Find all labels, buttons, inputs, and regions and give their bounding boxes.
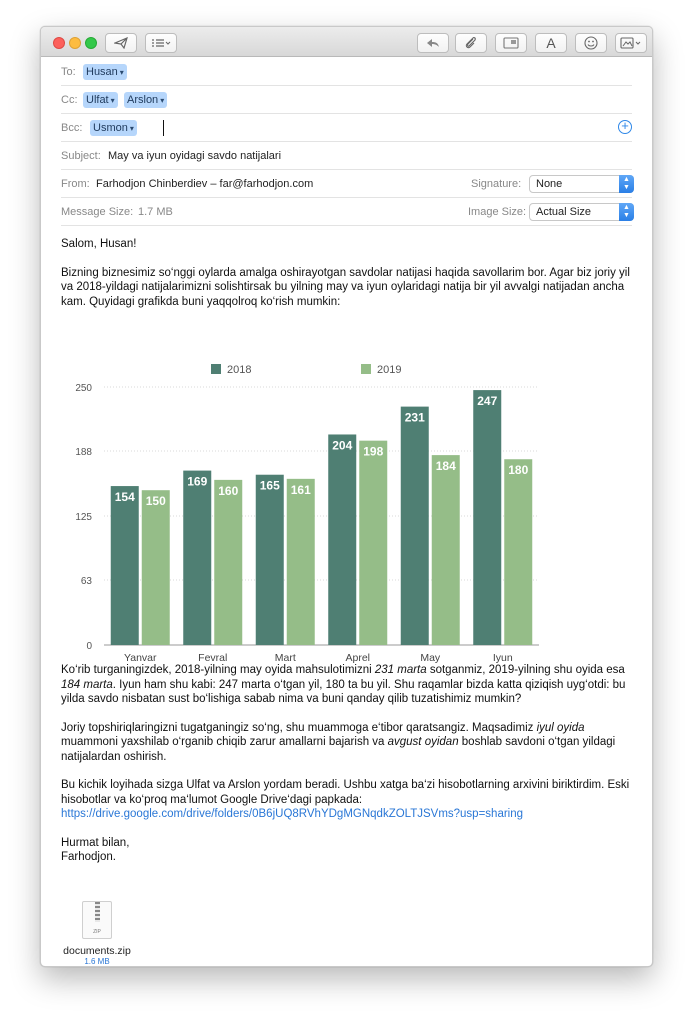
message-size-field (61, 198, 632, 226)
zip-file-icon (82, 901, 112, 939)
bar (142, 490, 170, 645)
x-tick-label: Iyun (492, 652, 513, 664)
toolbar (41, 27, 652, 57)
bar-value-label: 165 (259, 478, 280, 493)
send-icon (114, 37, 128, 49)
cc-token[interactable] (124, 92, 167, 108)
chevron-down-icon: ▾ (129, 124, 134, 133)
message-body[interactable] (61, 237, 631, 309)
from-field (61, 170, 632, 198)
sign-off (61, 836, 631, 865)
recipient-name: Ulfat (86, 94, 109, 106)
text-run: Joriy topshiriqlaringizni tugatganingiz so‘ng, shu muammoga e‘tibor qaratsangiz. Maqsadimiz (61, 721, 537, 734)
y-tick-label: 250 (75, 383, 92, 394)
bar (473, 390, 501, 645)
attachment-name: documents.zip (63, 945, 131, 957)
legend-swatch (211, 364, 221, 374)
text-caret (163, 120, 164, 136)
legend-swatch (361, 364, 371, 374)
bar (432, 455, 460, 645)
image-size-value: Actual Size (536, 206, 592, 218)
updown-arrows-icon: ▲ ▼ (619, 175, 634, 193)
send-button[interactable] (105, 33, 137, 53)
bcc-token[interactable] (90, 120, 137, 136)
subject-field[interactable] (61, 142, 632, 170)
attachment-size: 1.6 MB (84, 957, 110, 966)
cc-label: Cc: (61, 94, 78, 106)
mail-compose-window (40, 26, 653, 967)
greeting: Salom, Husan! (61, 238, 137, 250)
chevron-down-icon: ▾ (160, 96, 165, 105)
reply-button[interactable] (417, 33, 449, 53)
paragraph-4 (61, 778, 631, 822)
from-label: From: (61, 178, 90, 190)
message-size-label: Message Size: (61, 206, 134, 218)
recipient-name: Husan (86, 66, 118, 78)
bar (111, 486, 139, 645)
sales-chart (61, 327, 581, 667)
paragraph-3 (61, 721, 631, 765)
bar (256, 475, 284, 645)
paragraph-1: Bizning biznesimiz so‘nggi oylarda amalga oshirayotgan savdolar natijasi haqida savollarim bor. Agar biz joriy yil va 2018-yildagi natijalarimizni solishtirsak bu yilning may va iyun oylaridagi natija bir yil avvalgi natijadan ancha kam. Quyidagi grafikda buni yaqqolroq ko‘rish mumkin: (61, 266, 630, 308)
y-tick-label: 63 (80, 575, 92, 587)
close-window-button[interactable] (53, 37, 65, 49)
bar-value-label: 198 (363, 444, 384, 459)
list-format-button[interactable] (145, 33, 177, 53)
sender-name: Farhodjon. (61, 851, 116, 863)
bar-value-label: 150 (145, 494, 166, 509)
bar-value-label: 184 (435, 459, 456, 474)
y-tick-label: 125 (75, 512, 92, 523)
chevron-down-icon: ▾ (110, 96, 115, 105)
text-run: muammoni yaxshilab o‘rganib chiqib zarur amallarni bajarish va (61, 736, 388, 748)
text-run: Bu kichik loyihada sizga Ulfat va Arslon yordam beradi. Ushbu xatga ba‘zi hisobotlarning arxivini biriktirdim. Eski hisobotlar va ko‘proq ma‘lumot Google Drive‘dagi papkada: (61, 779, 630, 806)
signature-value: None (536, 178, 563, 190)
bar (504, 459, 532, 645)
photo-browser-button[interactable] (495, 33, 527, 53)
bar-value-label: 231 (404, 410, 425, 425)
closing-text: Hurmat bilan, (61, 836, 130, 849)
bar (183, 471, 211, 645)
bar-value-label: 161 (290, 482, 311, 497)
bcc-field[interactable] (61, 114, 632, 142)
image-size-label: Image Size: (468, 206, 527, 218)
bar-value-label: 180 (508, 463, 529, 478)
subject-input[interactable]: May va iyun oyidagi savdo natijalari (108, 150, 282, 162)
x-tick-label: Fevral (198, 652, 228, 664)
fonts-icon: A (546, 35, 556, 51)
text-run: Ko‘rib turganingizdek, 2018-yilning may oyida mahsulotimizni (61, 664, 375, 676)
text-run: boshlab savdoni o‘tgan yildagi natijalardan oshirish. (61, 736, 616, 763)
message-body-continued[interactable] (61, 663, 631, 865)
reply-icon (426, 38, 440, 48)
emoji-button[interactable] (575, 33, 607, 53)
zipper-graphic (95, 902, 100, 922)
bar-value-label: 154 (114, 490, 135, 505)
recipient-token[interactable] (83, 64, 127, 80)
emphasis-text: 231 marta (374, 664, 427, 676)
cc-field[interactable] (61, 86, 632, 114)
chevron-down-icon: ▾ (119, 68, 124, 77)
bar (287, 479, 315, 645)
paragraph-2 (61, 663, 631, 707)
to-label: To: (61, 66, 76, 78)
message-size-value: 1.7 MB (138, 206, 173, 218)
cc-token[interactable] (83, 92, 118, 108)
attach-button[interactable] (455, 33, 487, 53)
legend-label: 2018 (227, 364, 252, 376)
fonts-button[interactable] (535, 33, 567, 53)
emphasis-text: iyul oyida (536, 721, 585, 734)
attachment[interactable] (61, 901, 133, 966)
y-tick-label: 188 (75, 446, 92, 458)
signature-select[interactable] (529, 175, 634, 193)
insert-photo-icon (620, 37, 642, 49)
emphasis-text: 184 marta (61, 678, 113, 691)
bar (214, 480, 242, 645)
bar-value-label: 160 (218, 483, 239, 498)
zip-icon-label: ZIP (93, 929, 101, 935)
subject-label: Subject: (61, 150, 101, 162)
bar (359, 441, 387, 645)
insert-photo-button[interactable] (615, 33, 647, 53)
photo-browser-icon (503, 37, 519, 49)
bcc-label: Bcc: (61, 122, 83, 134)
x-tick-label: May (420, 652, 441, 664)
updown-arrows-icon: ▲ ▼ (619, 203, 634, 221)
list-format-icon (151, 38, 171, 48)
x-tick-label: Aprel (345, 652, 371, 664)
bar (328, 434, 356, 645)
from-select[interactable]: Farhodjon Chinberdiev – far@farhodjon.com (96, 178, 314, 190)
x-tick-label: Yanvar (124, 652, 157, 664)
recipient-name: Usmon (93, 122, 128, 134)
x-tick-label: Mart (274, 652, 296, 664)
bar (401, 407, 429, 645)
y-tick-label: 0 (86, 641, 92, 652)
drive-link[interactable]: https://drive.google.com/drive/folders/0B6jUQ8RVhYDgMGNqdkZOLTJSVms?usp=sharing (61, 808, 524, 820)
emphasis-text: avgust oyidan (387, 736, 459, 748)
bar-value-label: 204 (332, 438, 353, 453)
text-run: . Iyun ham shu kabi: 247 marta o‘tgan yil, 180 ta bu yil. Shu raqamlar bizda katta qiziqish uyg‘otdi: bu yilda savdo nisbatan sust bo‘lishiga sabab nima va buni qanday qilib tuzatishimiz mumkin? (61, 678, 626, 705)
legend-label: 2019 (377, 364, 402, 376)
signature-label: Signature: (471, 178, 522, 190)
attach-icon (464, 36, 478, 50)
to-field[interactable] (61, 58, 632, 86)
zoom-window-button[interactable] (85, 37, 97, 49)
recipient-name: Arslon (127, 94, 159, 106)
minimize-window-button[interactable] (69, 37, 81, 49)
image-size-select[interactable] (529, 203, 634, 221)
text-run: sotganmiz, 2019-yilning shu oyida esa (426, 664, 625, 676)
bar-value-label: 247 (477, 394, 498, 409)
bar-value-label: 169 (187, 474, 208, 489)
emoji-icon (584, 36, 598, 50)
add-contact-icon[interactable]: + (618, 120, 632, 134)
